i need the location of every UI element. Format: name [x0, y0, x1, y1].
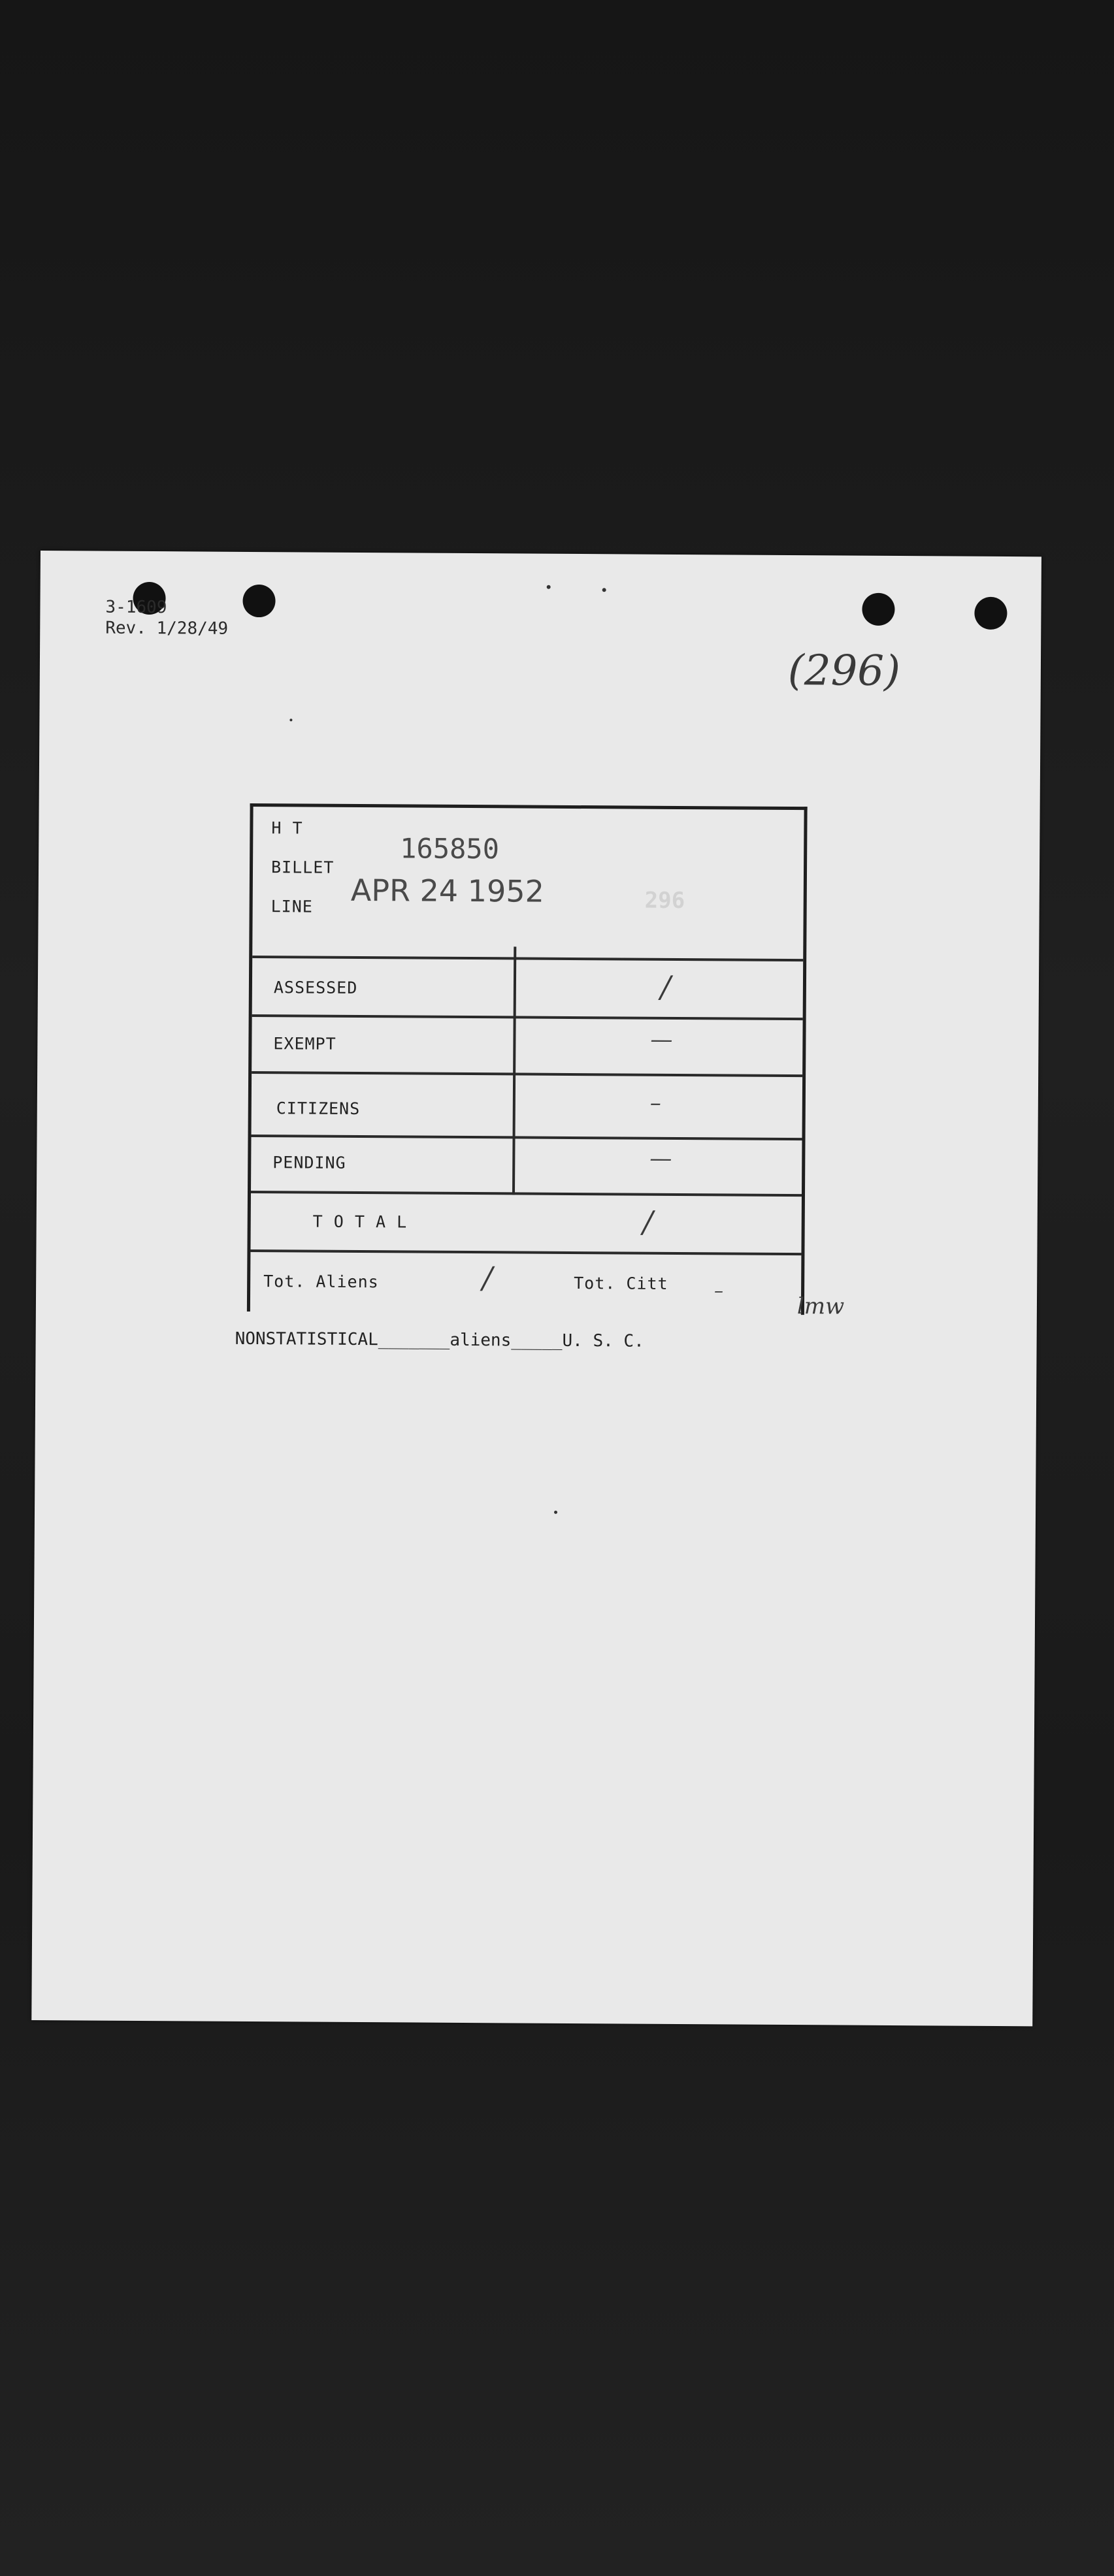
- speck: [602, 588, 606, 592]
- row-label-pending: PENDING: [272, 1153, 346, 1172]
- row-value-exempt: —: [650, 1026, 673, 1053]
- row-value-assessed: /: [660, 969, 671, 1005]
- column-divider: [512, 946, 516, 1195]
- total-aliens-label: Tot. Aliens: [263, 1272, 379, 1292]
- document-page: [31, 551, 1041, 2026]
- page-number-annotation: (296): [787, 646, 901, 696]
- date-stamp: APR 24 1952: [350, 872, 545, 909]
- bleed-through-number: 296: [644, 887, 685, 914]
- total-cit-label: Tot. Citt: [574, 1274, 668, 1293]
- nonstatistical-label: NONSTATISTICAL: [235, 1328, 378, 1350]
- row-divider: [252, 1014, 803, 1020]
- row-value-pending: —: [649, 1145, 672, 1172]
- punch-hole: [862, 593, 894, 626]
- row-divider: [252, 956, 803, 961]
- tally-form: [247, 803, 808, 1315]
- blank-line: _______: [378, 1330, 450, 1350]
- row-label-exempt: EXEMPT: [273, 1034, 336, 1054]
- usc-label: U. S. C.: [562, 1330, 644, 1351]
- speck: [554, 1511, 557, 1514]
- total-value: /: [642, 1204, 653, 1240]
- total-label: T O T A L: [312, 1212, 408, 1232]
- billet-label: BILLET: [270, 858, 335, 877]
- initials-annotation: lmw: [796, 1293, 845, 1320]
- nonstatistical-line: [235, 1329, 644, 1351]
- speck: [547, 585, 551, 589]
- aliens-label: aliens: [450, 1330, 512, 1351]
- row-value-citizens: –: [649, 1089, 661, 1116]
- row-divider: [250, 1249, 801, 1255]
- form-identifier: [105, 597, 228, 639]
- form-revision: Rev. 1/28/49: [105, 618, 229, 639]
- ht-label: H T: [271, 818, 303, 838]
- row-label-assessed: ASSESSED: [273, 978, 358, 997]
- serial-number-stamp: 165850: [400, 832, 500, 865]
- row-divider: [252, 1135, 802, 1140]
- total-aliens-value: /: [482, 1260, 493, 1296]
- blank-line: _____: [511, 1330, 563, 1351]
- punch-hole: [242, 585, 275, 617]
- row-divider: [251, 1191, 802, 1197]
- form-number: 3-1609: [105, 597, 167, 618]
- row-divider: [252, 1071, 802, 1077]
- row-label-citizens: CITIZENS: [276, 1099, 361, 1119]
- speck: [289, 718, 292, 721]
- total-cit-value: –: [713, 1280, 724, 1302]
- line-label: LINE: [270, 897, 313, 916]
- punch-hole: [974, 597, 1007, 630]
